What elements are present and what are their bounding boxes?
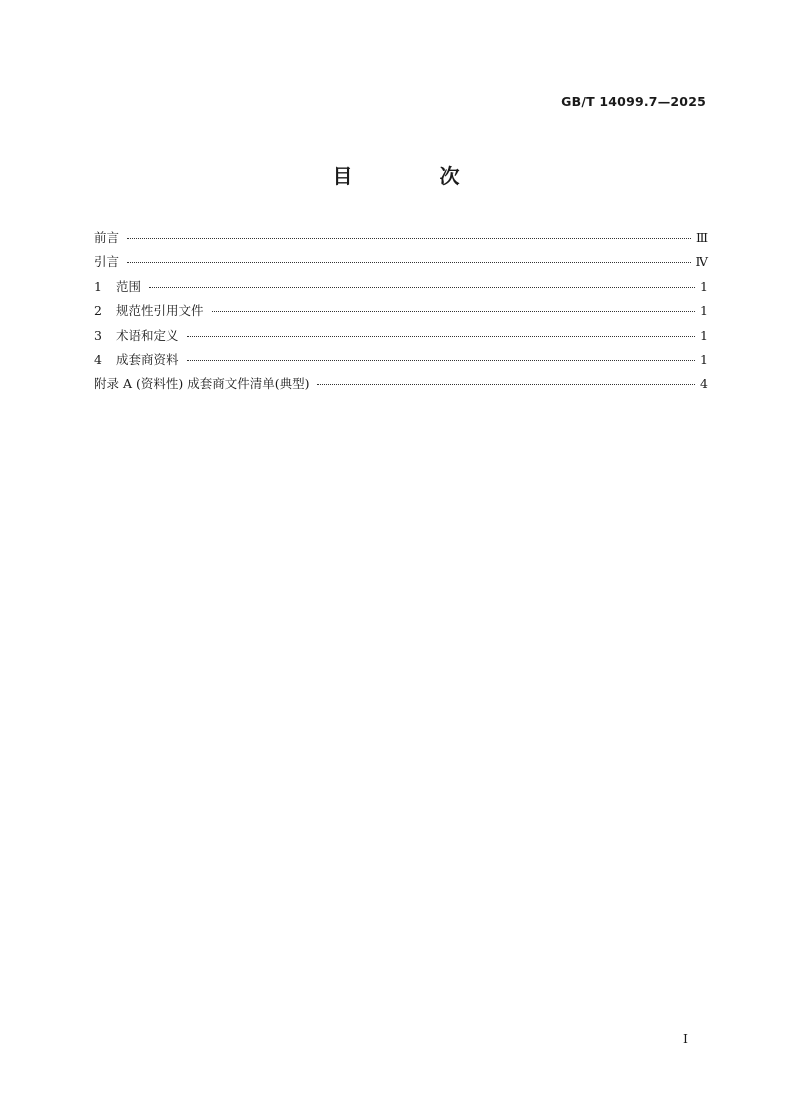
toc-entry-introduction[interactable] — [94, 252, 708, 276]
toc-entry-label: 范围 — [116, 278, 142, 294]
toc-entry-label: 术语和定义 — [116, 327, 179, 343]
toc-entry-number: 2 — [94, 303, 102, 319]
dot-leader — [187, 360, 695, 361]
toc-entry-page: 4 — [700, 376, 708, 392]
toc-entry-label: 成套商资料 — [116, 351, 179, 367]
toc-entry-page: Ⅲ — [695, 230, 708, 245]
toc-entry-normative-references[interactable] — [94, 301, 708, 325]
toc-entry-page: Ⅳ — [695, 254, 708, 270]
toc-entry-page: 1 — [700, 278, 708, 294]
toc-entry-number: 1 — [94, 278, 102, 294]
toc-entry-label: 附录 A (资料性) 成套商文件清单(典型) — [94, 376, 310, 392]
dot-leader — [187, 336, 695, 337]
dot-leader — [317, 384, 695, 385]
table-of-contents — [94, 228, 708, 399]
toc-entry-terms-definitions[interactable] — [94, 326, 708, 350]
toc-entry-number: 4 — [94, 351, 102, 367]
dot-leader — [127, 262, 690, 263]
page-title: 目 次 — [332, 164, 500, 188]
toc-entry-page: 1 — [700, 303, 708, 319]
page-number: Ⅰ — [683, 1031, 688, 1046]
toc-entry-foreword[interactable] — [94, 228, 708, 252]
toc-entry-label: 引言 — [94, 254, 120, 270]
dot-leader — [127, 238, 691, 239]
toc-entry-page: 1 — [700, 327, 708, 343]
toc-entry-annex-a[interactable] — [94, 374, 708, 398]
dot-leader — [149, 287, 695, 288]
dot-leader — [212, 311, 695, 312]
toc-entry-scope[interactable] — [94, 277, 708, 301]
toc-entry-assembler-data[interactable] — [94, 350, 708, 374]
standard-code: GB/T 14099.7—2025 — [561, 94, 706, 109]
toc-entry-label: 前言 — [94, 230, 120, 245]
toc-entry-page: 1 — [700, 351, 708, 367]
toc-entry-number: 3 — [94, 327, 102, 343]
toc-entry-label: 规范性引用文件 — [116, 303, 204, 319]
